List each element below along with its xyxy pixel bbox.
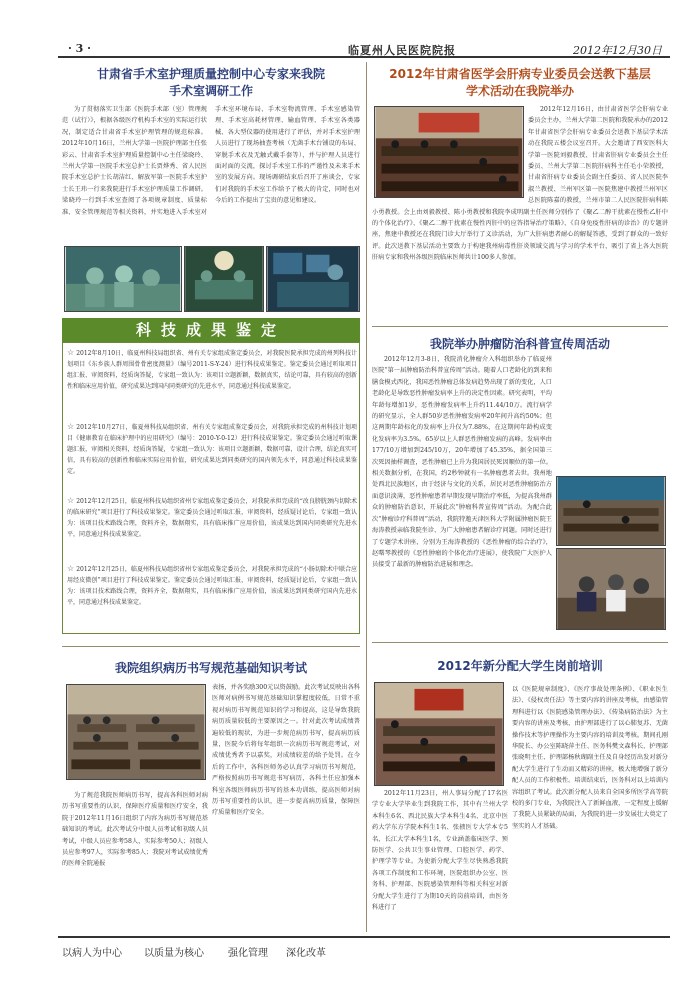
article5-body-left [372, 788, 508, 932]
kj-item-1-text: 2012年8月10日，临夏州科技局组织省、州有关专家组成鉴定委员会，对我院医院承担完成的州列科技计划项目《东乡族人群周围骨骨密度测量》（编号2011-S-Y-24）进行科技成果鉴定。鉴定委员会通过听取项目组汇报、审阅资料，经质询答疑，专家组一致认为：该项目立题新颖，数据真实，结论可靠，具有较高的创新性和临床应用价值，研究成果达到国内同类研究的先进水平，同意通过科技成果鉴定。 [67, 350, 357, 390]
article2-body-right-text: 表扬，并各奖励300元以资鼓励。此次考试反映出各科医师对病例书写规范基础知识掌握度较低，日常不重视对病历书写规范知识的学习和提高，这是导致我院病历质量较低的主要原因之一。针对此次考试成绩普遍较低的现状，为进一步规范病历书写，提高病历质量，医院今后将每年组织一次病历书写规范考试，对成绩优秀者予以嘉奖，对成绩较差的给予处罚。在今后的工作中，各科医师务必认真学习病历书写规范，严格按照病历书写规范书写病历，各科主任应加强本科室各级医师病历书写的基本功训练，提高医师对病历书写重要性的认识，进一步提高病历质量，保障医疗质量和医疗安全。 [212, 684, 360, 817]
article2-photo [66, 684, 206, 780]
page-number: · 3 · [68, 42, 91, 55]
article2-body-right [212, 682, 360, 922]
article2-body-left [62, 790, 208, 930]
kj-box [62, 342, 360, 634]
column-divider [366, 62, 367, 932]
article3-body [372, 104, 668, 322]
article3-body-text: 2012年12月16日，由甘肃省医学会肝病专业委员会主办，兰州大学第二医院和我院承办的2012年甘肃省医学会肝病专业委员会送教下基层学术活动在我院五楼会议室召开。大会邀请了西安医科大学第一医院刘毅教授、甘肃省肝病专业委员会主任委员、兰州大学第二医院肝病科主任毛小荣教授，甘肃省肝病专业委员会副主任委员、省人民医院李淑兰教授、兰州军区第一医院焦建中教授兰州军区总医院陈嘉的教授，兰州市第二人民医院肝病科陈小勇教授。会上由刘毅教授、陈小勇教授和我院李成明副主任医师分别作了《聚乙二醇干扰素在慢性乙肝中的个体化治疗》、《聚乙二醇干扰素在慢性丙肝中的应答指导治疗策略》、《自身免疫性肝病的诊治》的专题讲座，焦建中教授还在我院门诊大厅举行了义诊活动，为广大肝病患者耐心的解疑答惑，受到了群众的一致好评。此次送教下基层活动主要致力于构建我州病毒性肝炎领域交流与学习的学术平台，吸引了省上各大医院肝病专家和我州各级医院临床医师共计100多人参加。 [372, 106, 668, 262]
article3-photo-float [372, 104, 528, 200]
star-icon: ☆ [67, 422, 75, 431]
article1-photo-1 [64, 246, 182, 312]
page-header [58, 40, 670, 58]
article2-body-left-text: 为了规范我院医师病历书写，提高各科医师对病历书写重要性的认识，保障医疗质量和医疗安全，我院于2012年11月16日组织了内容为病历书写规范基础知识的考试。此次考试分中级人员考试和初级人员考试，中级人员应参考58人，实际参考50人；初级人员应参考97人，实际参考85人；我院对考试成绩优秀的医师全院通报 [62, 792, 208, 868]
footer-slogan-4: 深化改革 [286, 948, 326, 959]
footer-slogan-2: 以质量为核心 [144, 948, 204, 959]
article1-title-line2: 手术室调研工作 [168, 84, 253, 98]
kj-item-2-text: 2012年10月27日，临夏州科技局组织省、州有关专家组成鉴定委员会，对我院承担完成的州科技计划项目《健康教育在临床护理中的应用研究》（编号：2010-Y-0-12）进行科技成果鉴定。鉴定委员会通过听取课题汇报，审阅相关资料，经质询答疑，专家组一致认为：该项目立题新颖，数据可靠，设计合理，结论真实可信，具有较高的创新性和临床实际应用价值，研究成果达到同类研究的国内领先水平，同意通过科技成果鉴定。 [67, 424, 358, 475]
page-footer [58, 936, 670, 958]
kj-banner: 科技成果鉴定 [62, 318, 360, 342]
star-icon: ☆ [67, 564, 75, 573]
article1-title-line1: 甘肃省手术室护理质量控制中心专家来我院 [96, 67, 325, 81]
article2-title: 我院组织病历书写规范基础知识考试 [114, 661, 307, 675]
kj-item-4 [67, 563, 357, 608]
article5-body-right-text: 以《医院规章制度》、《医疗事故处理条例》、《职业医生法》、《侵权责任法》等主要内容的讲座及考核，由感染管理科进行以《医院感染管理办法》、《传染病防治法》为主要内容的讲座及考核，由护理部进行了以心肺复苏、无菌操作技术等护理操作为主要内容的培训及考核。期间孔刚华院长、办公室陈晓萍主任、医务科樊文森科长、护理部张晓明主任、护理部杨秋瑚副主任及自身经历出发对新分配大学生进行了生动而又精彩的讲座，极大地增强了新分配人员的工作积极性。培训结束后，医务科对以上培训内容组织了考试。此次新分配人员来自全国多所医学高等院校的多门专业，为我院注入了新鲜血液，一定程度上缓解了我院人员紧缺的局面，为我院的进一步发展壮大奠定了坚实的人才基础。 [512, 686, 668, 830]
kj-item-2 [67, 421, 357, 477]
article5-title: 2012年新分配大学生岗前培训 [437, 659, 603, 673]
article3-title-line2: 学术活动在我院举办 [465, 84, 574, 98]
article1-body [62, 104, 360, 244]
article3-title [372, 66, 668, 100]
article1-title [62, 66, 360, 100]
article4-body-text: 2012年12月3-8日，我院消化肿瘤介入科组织举办了临夏州医院“第一届肿瘤防治科普宣传周”活动。随着人口老龄化的到来和膳食模式西化，我国恶性肿瘤总体发病趋势出现了新的变化，人口老龄化是导致恶性肿瘤发病率上升的决定性因素。研究表明，平均年龄每增加1岁，恶性肿瘤发病率上升约11.44/10万。流行病学的研究显示，全人群50岁恶性肿瘤发病率20年间升高约50%；但这两期年龄标化的发病率上升仅为7.88%，在这期间年龄构成变化发病率为3.5%。65岁以上人群恶性肿瘤发病的高峰。发病率由177/10万增加到245/10万，20年增加了45.35%，据全国第三次死因抽样调查，恶性肿瘤已上升为我国居民死因顺位的第一位。相关数据分析，在我国，约2秒钟就有一名肿瘤患者去世。我州地处西北民族地区，由于经济与文化的关系，居民对恶性肿瘤防治方面意识淡薄，恶性肿瘤患者早期发现早期治疗率低，为提高我州群众的肿瘤防治意识，开展此次“肿瘤科普宣传周”活动。为配合此次“肿瘤诊疗科普周”活动，我院特邀天津医科大学附属肿瘤医院王海涛教授亲临我院坐诊、为广大肿瘤患者解诊疗问题。同时还进行了专题学术讲座，分别为王海涛教授的《恶性肿瘤的综合治疗》，赵曙琴教授的《恶性肿瘤的个体化治疗进展》，使我院广大医护人员接受了最新的肿瘤防治进展和理念。 [372, 356, 552, 569]
newspaper-name: 临夏州人民医院院报 [348, 44, 456, 57]
article3-title-line1: 2012年甘肃省医学会肝病专业委员会送教下基层 [389, 67, 651, 81]
article1-photo-3 [266, 246, 360, 312]
article4-photo-float [552, 474, 668, 638]
article1-photo-2 [184, 246, 264, 312]
kj-item-4-text: 2012年12月25日，临夏州科技局组织省州专家组成鉴定委员会，对我院承担完成的“小肠切除术中联合应用经皮微创”项目进行了科技成果鉴定。鉴定委员会通过听取汇报，审阅资料，经质疑讨论后，专家组一致认为：该项目技术路线合理，资料齐全，数据翔实，具有临床推广应用价值，该成果达到同类研究国内先进水平，同意通过科技成果鉴定。 [67, 566, 358, 606]
star-icon: ☆ [67, 496, 75, 505]
section-divider-right-2 [372, 642, 668, 643]
article1-body-text: 为了贯彻落实卫生部《医院手术部（室）管理规范（试行）》，根据各级医疗机构手术室的实际运行状况，制定适合甘肃省手术室护理管理的规范标准。2012年10月16日，兰州大学第一医院护理部主任张彩云、甘肃省手术室护理质量控制中心主任梁晓玲、兰州大学第一医院手术室总护士长贾烨秀、省人民医院手术室总护士长胡洁红、解放军第一医院手术室护士长王玮一行来我院进行手术室护理质量工作调研。梁晓玲一行到手术室查阅了各项规章制度、质量标准、安全管理规范等相关资料，并实地进入手术室对手术室环境布局、手术室物流管理、手术室感染管理、手术室高耗材管理、输血管理、手术室各类器械、各大型仪器的使用进行了评估，并对手术室护理人员进行了现场抽查考核（无菌手术台铺设的布局、穿脱手术衣及无触式戴手套等），并与护理人员进行面对面的交流，探讨手术室工作的严谨性及未来手术室的发展方向。现场调研结束后召开了座谈会，专家们对我院的手术室工作给予了极大的肯定，同时也对今后的工作提出了宝贵的意见和建议。 [62, 106, 360, 216]
section-divider-left [62, 646, 360, 647]
section-divider-right-1 [372, 326, 668, 327]
article4-body [372, 354, 668, 638]
footer-slogan-1: 以病人为中心 [62, 948, 122, 959]
kj-item-1 [67, 347, 357, 392]
issue-date: 2012年12月30日 [573, 44, 662, 57]
article5-body-left-text: 2012年11月23日，州人事局分配了17名医学专业大学毕业生到我院工作，其中有兰州大学本科生6名、西北民族大学本科生4名、北京中医药大学东方学院本科生1名、张掖医专大学本专5名、长江大学本科生1名，专业涵盖临床医学、预防医学、公共卫生事业管理、口腔医学、药学、护理学等专业。为使新分配大学生尽快熟悉我院各项工作制度和工作环境，医院组织办公室、医务科、护理部、医院感染管理科等相关科室对新分配大学生进行了为期10天的岗前培训，由医务科进行了 [372, 790, 508, 912]
star-icon: ☆ [67, 348, 75, 357]
article5-photo [374, 682, 504, 786]
article5-body-right [512, 684, 668, 930]
footer-slogan-3: 强化管理 [228, 948, 268, 959]
kj-item-3-text: 2012年12月25日，临夏州科技局组织省州专家组成鉴定委员会，对我院承担完成的“改良膀胱颈内切除术的临床研究”项目进行了科技成果鉴定。鉴定委员会通过听取汇报，审阅资料，经质疑讨论后，专家组一致认为：该项目技术路线合理，资料齐全，数据翔实，具有临床推广应用价值，该成果达到国内同类研究先进水平，同意通过科技成果鉴定。 [67, 498, 358, 538]
article4-title: 我院举办肿瘤防治科普宣传周活动 [429, 337, 610, 351]
kj-item-3 [67, 495, 357, 540]
